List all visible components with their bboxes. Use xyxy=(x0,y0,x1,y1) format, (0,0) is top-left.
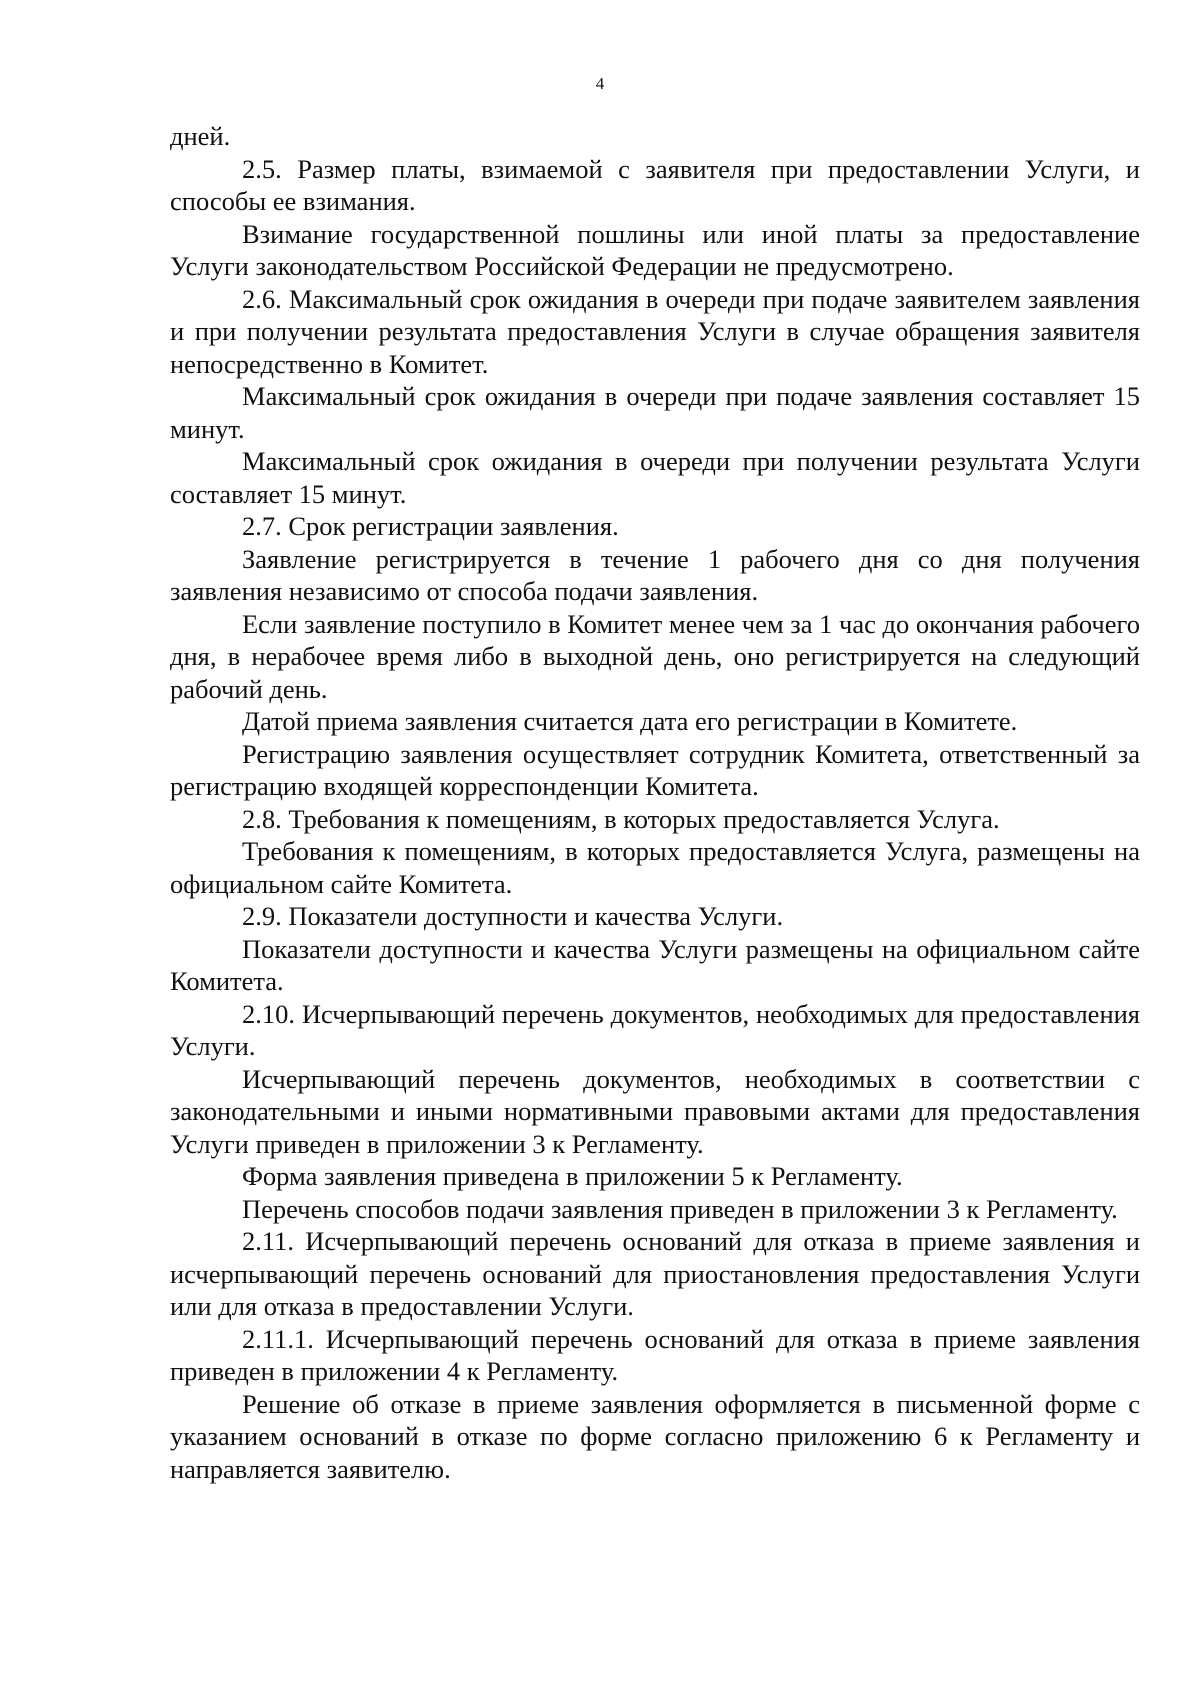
paragraph: Перечень способов подачи заявления приведен в приложении 3 к Регламенту. xyxy=(242,1193,1118,1224)
paragraph: Максимальный срок ожидания в очереди при подаче заявления составляет 15 минут. xyxy=(170,381,1140,444)
paragraph: Если заявление поступило в Комитет менее чем за 1 час до окончания рабочего дня, в нерабочее время либо в выходной день, оно регистрируется на следующий рабочий день. xyxy=(170,608,1140,704)
paragraph: Решение об отказе в приеме заявления оформляется в письменной форме с указанием оснований в отказе по форме согласно приложению 6 к Регламенту и направляется заявителю. xyxy=(170,1388,1140,1484)
paragraph: Регистрацию заявления осуществляет сотрудник Комитета, ответственный за регистрацию входящей корреспонденции Комитета. xyxy=(170,738,1140,801)
paragraph: 2.6. Максимальный срок ожидания в очереди при подаче заявителем заявления и при получении результата предоставления Услуги в случае обращения заявителя непосредственно в Комитет. xyxy=(170,283,1140,379)
paragraph: Заявление регистрируется в течение 1 рабочего дня со дня получения заявления независимо от способа подачи заявления. xyxy=(170,543,1140,606)
paragraph: Форма заявления приведена в приложении 5 к Регламенту. xyxy=(242,1161,903,1191)
paragraph: 2.11. Исчерпывающий перечень оснований для отказа в приеме заявления и исчерпывающий перечень оснований для приостановления предоставления Услуги или для отказа в предоставлении Услуги. xyxy=(170,1226,1140,1321)
paragraph: 2.7. Срок регистрации заявления. xyxy=(242,511,619,541)
paragraph: Максимальный срок ожидания в очереди при получении результата Услуги составляет 15 минут. xyxy=(170,446,1140,509)
page-number: 4 xyxy=(595,74,605,93)
paragraph: Датой приема заявления считается дата его регистрации в Комитете. xyxy=(242,706,1018,736)
document-body xyxy=(170,120,1140,1485)
paragraph: 2.9. Показатели доступности и качества Услуги. xyxy=(242,901,784,931)
paragraph: дней. xyxy=(170,121,231,151)
paragraph: Исчерпывающий перечень документов, необходимых в соответствии с законодательными и иными нормативными правовыми актами для предоставления Услуги приведен в приложении 3 к Регламенту. xyxy=(170,1063,1140,1159)
paragraph: 2.11.1. Исчерпывающий перечень оснований для отказа в приеме заявления приведен в приложении 4 к Регламенту. xyxy=(170,1323,1140,1386)
paragraph: 2.8. Требования к помещениям, в которых предоставляется Услуга. xyxy=(242,803,1000,834)
paragraph: 2.5. Размер платы, взимаемой с заявителя при предоставлении Услуги, и способы ее взимания. xyxy=(170,153,1140,216)
paragraph: Взимание государственной пошлины или иной платы за предоставление Услуги законодательством Российской Федерации не предусмотрено. xyxy=(170,218,1140,281)
paragraph: Требования к помещениям, в которых предоставляется Услуга, размещены на официальном сайте Комитета. xyxy=(170,836,1140,899)
paragraph: 2.10. Исчерпывающий перечень документов, необходимых для предоставления Услуги. xyxy=(170,998,1140,1061)
paragraph: Показатели доступности и качества Услуги размещены на официальном сайте Комитета. xyxy=(170,933,1140,996)
